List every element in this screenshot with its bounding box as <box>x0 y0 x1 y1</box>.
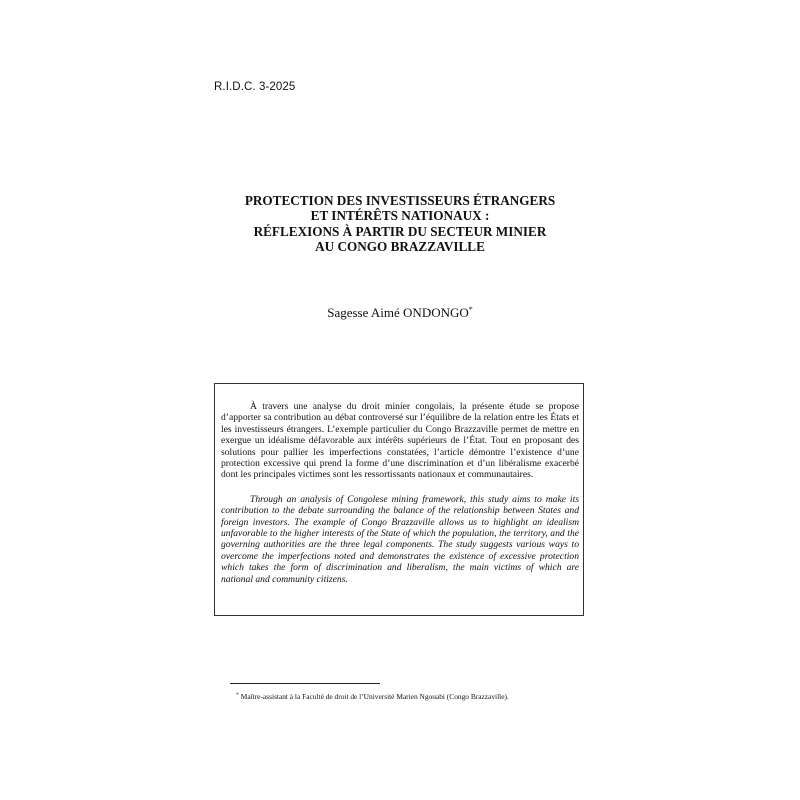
footnote-text: Maître-assistant à la Faculté de droit de l’Université Marien Ngouabi (Congo Brazzaville). <box>240 692 509 701</box>
abstract-english: Through an analysis of Congolese mining framework, this study aims to make its contribution to the debate surrounding the balance of the relationship between States and foreign investors. The example of Congo Brazzaville allows us to highlight an idealism unfavorable to the higher interests of the State of which the population, the territory, and the governing authorities are the three legal components. The study suggests various ways to overcome the imperfections noted and demonstrates the existence of excessive protection which takes the form of discrimination and liberalism, the main victims of which are national and community citizens. <box>221 493 579 585</box>
title-line-1: PROTECTION DES INVESTISSEURS ÉTRANGERS <box>244 193 556 208</box>
footnote-divider <box>230 683 380 684</box>
title-line-2: ET INTÉRÊTS NATIONAUX : <box>310 208 490 224</box>
author-name: Sagesse Aimé ONDONGO <box>327 305 469 320</box>
footnote <box>236 692 509 701</box>
author-footnote-mark: * <box>468 305 473 314</box>
title-line-3: RÉFLEXIONS À PARTIR DU SECTEUR MINIER <box>253 223 547 239</box>
abstract-french: À travers une analyse du droit minier congolais, la présente étude se propose d’apporter sa contribution au débat controversé sur l’équilibre de la relation entre les États et les investisseurs étrangers. L’exemple particulier du Congo Brazzaville permet de mettre en exergue un idéalisme défavorable aux intérêts supérieurs de l’État. Tout en proposant des solutions pour pallier les imperfections constatées, l’article démontre l’existence d’une protection excessive qui prend la forme d’une discrimination et d’un libéralisme exacerbé dont les principales victimes sont les ressortissants nationaux et communautaires. <box>221 401 579 481</box>
abstract-box <box>214 383 584 616</box>
author-line <box>200 305 600 321</box>
article-title <box>200 193 600 255</box>
journal-reference: R.I.D.C. 3-2025 <box>214 81 296 93</box>
title-line-4: AU CONGO BRAZZAVILLE <box>315 239 485 255</box>
footnote-mark: * <box>236 692 239 698</box>
